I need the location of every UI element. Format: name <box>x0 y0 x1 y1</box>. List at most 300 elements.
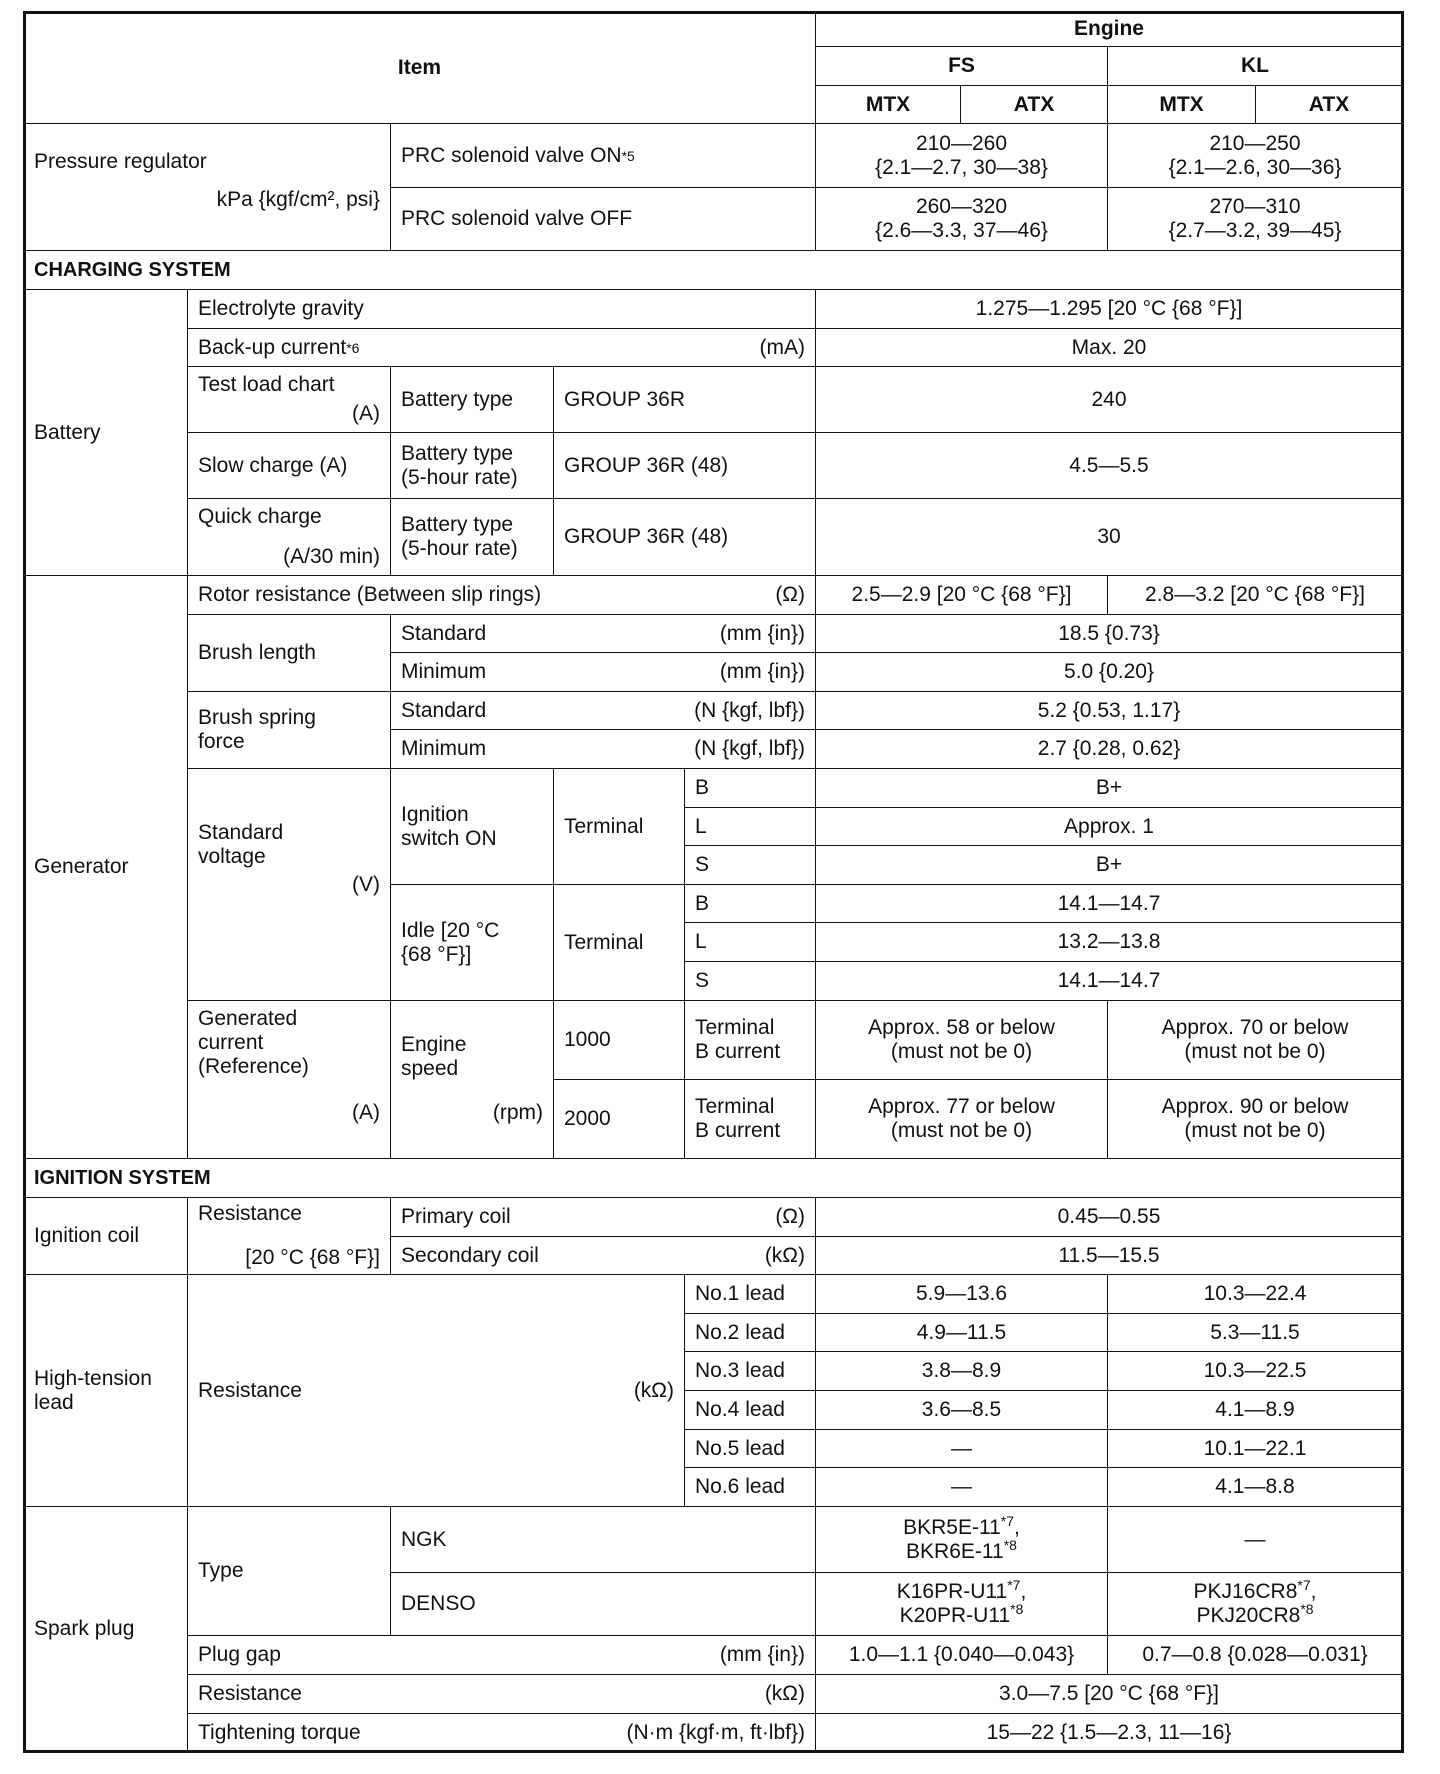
slow-charge-number: 4.5—5.5 <box>1069 453 1149 477</box>
coil-resistance-text: Resistance <box>198 1202 302 1225</box>
prc-off-label <box>390 187 816 251</box>
current-2000-kl <box>1107 1079 1403 1159</box>
current-value <box>1162 1016 1349 1064</box>
ignition-switch-on-label <box>390 768 554 885</box>
part-number: BKR5E-11 <box>903 1515 1001 1539</box>
voltage-number: B+ <box>1095 853 1123 876</box>
coil-resistance-label <box>187 1197 391 1275</box>
ngk-fs-value <box>903 1512 1020 1564</box>
prc-on-kl-value-line: 210—250 <box>1209 131 1301 155</box>
lead-name: No.4 lead <box>695 1398 785 1421</box>
ignition-coil-name: Ignition coil <box>34 1224 140 1247</box>
battery-label <box>23 289 188 576</box>
backup-current-unit: (mA) <box>759 335 805 359</box>
section-title: IGNITION SYSTEM <box>34 1167 211 1189</box>
generator-name: Generator <box>34 855 129 878</box>
terminal-name: L <box>695 930 707 953</box>
lead-kl-cell <box>1107 1467 1403 1507</box>
battery-type-text-line: Battery type <box>401 513 514 536</box>
backup-current-text: Back-up current <box>198 335 347 359</box>
ign-on-terminal-label <box>553 768 685 885</box>
footnote-ref: *8 <box>1003 1536 1017 1553</box>
denso-fs-value-line <box>896 1577 1027 1604</box>
brush-spring-standard-value <box>815 691 1403 730</box>
lead-name: No.2 lead <box>695 1320 785 1344</box>
backup-current-number: Max. 20 <box>1071 335 1147 359</box>
ngk-fs <box>815 1506 1108 1573</box>
lead-fs-value: 3.8—8.9 <box>921 1359 1002 1382</box>
battery-group-text: GROUP 36R <box>564 387 685 411</box>
minimum-text: Minimum <box>401 660 487 683</box>
battery-type-text-line: (5-hour rate) <box>401 465 518 489</box>
terminal-s <box>684 845 816 885</box>
plug-gap-fs-value: 1.0—1.1 {0.040—0.043} <box>848 1643 1075 1666</box>
minimum-text: Minimum <box>401 737 487 760</box>
quick-charge-label <box>187 498 391 576</box>
denso-kl <box>1107 1572 1403 1636</box>
terminal-b-current-1000 <box>684 1000 816 1080</box>
lead-fs-value: — <box>951 1475 972 1498</box>
engine-speed-label <box>390 1000 554 1159</box>
current-value <box>868 1095 1055 1143</box>
brush-length-standard <box>390 614 816 653</box>
lead-kl-cell <box>1107 1313 1403 1352</box>
primary-coil-number: 0.45—0.55 <box>1057 1205 1161 1228</box>
battery-type-text <box>401 513 518 561</box>
generated-current-label <box>187 1000 391 1159</box>
spark-plug-type-label <box>187 1506 391 1636</box>
secondary-coil-value <box>815 1236 1403 1275</box>
generated-current-text <box>198 1007 309 1079</box>
battery-type-text-line: (5-hour rate) <box>401 537 518 560</box>
lead-fs-value: 4.9—11.5 <box>916 1320 1007 1344</box>
slow-charge-battery-type <box>390 432 554 499</box>
voltage-value <box>815 922 1403 962</box>
terminal-name: B <box>695 891 710 915</box>
footnote-ref: *8 <box>1300 1601 1314 1617</box>
voltage-number: Approx. 1 <box>1064 814 1154 838</box>
lead-name-cell <box>684 1351 816 1391</box>
plug-gap-unit: (mm {in}) <box>719 1643 805 1666</box>
ignition-switch-on-text <box>401 803 497 851</box>
electrolyte-gravity-text: Electrolyte gravity <box>198 297 364 320</box>
part-number: K20PR-U11 <box>899 1604 1011 1627</box>
lead-kl-value: 10.3—22.5 <box>1203 1359 1307 1382</box>
lead-kl-cell <box>1107 1274 1403 1314</box>
spark-plug-label <box>23 1506 188 1752</box>
rotor-resistance-text: Rotor resistance (Between slip rings) <box>198 583 542 606</box>
plug-gap-text: Plug gap <box>198 1643 281 1666</box>
prc-on-label: PRC solenoid valve ON *5 <box>390 123 816 188</box>
slow-charge-label <box>187 432 391 499</box>
ngk-kl <box>1107 1506 1403 1573</box>
quick-charge-value <box>815 498 1403 576</box>
footnote-ref: *8 <box>1010 1601 1024 1617</box>
current-value-line: Approx. 90 or below <box>1161 1095 1349 1118</box>
tightening-torque-text: Tightening torque <box>198 1720 361 1744</box>
engine-speed-text-line: Engine <box>401 1033 467 1056</box>
test-load-group <box>553 366 816 433</box>
brush-spring-text-line: Brush spring <box>198 706 316 729</box>
standard-text: Standard <box>401 621 487 645</box>
lead-fs-cell <box>815 1390 1108 1430</box>
brush-spring-minimum <box>390 729 816 769</box>
lead-kl-value: 5.3—11.5 <box>1210 1320 1300 1344</box>
terminal-text: Terminal <box>564 930 644 954</box>
terminal-b-current-2000 <box>684 1079 816 1159</box>
engine-heading: Engine <box>1073 17 1144 40</box>
prc-off-kl-value-line: {2.7—3.2, 39—45} <box>1168 219 1342 242</box>
plug-resistance-number: 3.0—7.5 [20 °C {68 °F}] <box>999 1682 1219 1705</box>
current-value-line: Approx. 58 or below <box>868 1016 1055 1039</box>
voltage-number: B+ <box>1095 776 1123 799</box>
lead-name-cell <box>684 1390 816 1430</box>
generated-current-unit: (A) <box>352 1101 380 1124</box>
battery-type-text-line: Battery type <box>401 441 514 465</box>
primary-coil-unit: (Ω) <box>775 1205 805 1228</box>
current-value-line: Approx. 70 or below <box>1161 1016 1349 1039</box>
ignition-switch-on-text-line: Ignition <box>401 802 469 826</box>
value-text: 5.0 {0.20} <box>1064 660 1154 683</box>
voltage-number: 14.1—14.7 <box>1057 891 1161 915</box>
spark-plug-type-text: Type <box>198 1559 244 1582</box>
denso-fs <box>815 1572 1108 1636</box>
rotor-resistance-kl <box>1107 575 1403 615</box>
voltage-value <box>815 807 1403 846</box>
electrolyte-gravity-value <box>815 289 1403 329</box>
lead-fs-cell <box>815 1313 1108 1352</box>
ht-lead-resistance-text: Resistance <box>198 1378 302 1402</box>
terminal-b <box>684 884 816 923</box>
part-number: K16PR-U11 <box>896 1580 1008 1603</box>
lead-kl-value: 10.3—22.4 <box>1203 1282 1307 1305</box>
coil-resistance-temp: [20 °C {68 °F}] <box>245 1246 380 1269</box>
ht-lead-unit: (kΩ) <box>633 1378 674 1402</box>
test-load-battery-type <box>390 366 554 433</box>
rpm-value: 2000 <box>564 1107 611 1130</box>
terminal-name: S <box>695 969 710 992</box>
engine-speed-text-line: speed <box>401 1057 459 1080</box>
ignition-coil-label <box>23 1197 188 1275</box>
mtx-heading: MTX <box>865 92 911 116</box>
high-tension-lead-label <box>23 1274 188 1507</box>
plug-resistance-label <box>187 1674 816 1714</box>
brush-length-text: Brush length <box>198 641 316 664</box>
voltage-value <box>815 961 1403 1001</box>
standard-voltage-text <box>198 821 283 869</box>
current-1000-kl <box>1107 1000 1403 1080</box>
lead-name-cell <box>684 1274 816 1314</box>
value-text: 2.7 {0.28, 0.62} <box>1037 737 1181 760</box>
footnote-ref: *7 <box>1007 1577 1021 1593</box>
secondary-coil-label <box>390 1236 816 1275</box>
secondary-coil-unit: (kΩ) <box>764 1243 805 1267</box>
terminal-b <box>684 768 816 808</box>
engine-speed-text <box>401 1033 466 1081</box>
prc-off-fs <box>815 187 1108 251</box>
pressure-regulator-label <box>23 123 391 251</box>
quick-charge-number: 30 <box>1097 525 1121 548</box>
section-ignition-system <box>23 1158 1403 1198</box>
rotor-resistance-fs <box>815 575 1108 615</box>
denso-text: DENSO <box>401 1592 476 1615</box>
prc-off-fs-value-line: {2.6—3.3, 37—46} <box>875 219 1048 242</box>
engine-speed-unit: (rpm) <box>492 1101 543 1124</box>
test-load-text: Test load chart <box>198 373 335 396</box>
ngk-kl-value: — <box>1244 1527 1266 1551</box>
denso-label <box>390 1572 816 1636</box>
atx-heading: ATX <box>1308 92 1350 116</box>
brush-spring-text <box>198 706 316 754</box>
plug-resistance-text: Resistance <box>198 1682 302 1705</box>
current-value-line: (must not be 0) <box>1184 1040 1326 1063</box>
footnote-ref: *7 <box>1297 1577 1311 1593</box>
plug-gap-fs <box>815 1635 1108 1675</box>
idle-text-line: Idle [20 °C <box>401 918 500 942</box>
part-number: PKJ16CR8 <box>1193 1580 1298 1603</box>
spark-plug-name: Spark plug <box>34 1617 135 1640</box>
battery-type-text <box>401 442 518 490</box>
header-fs-mtx <box>815 85 961 124</box>
item-heading: Item <box>397 55 442 79</box>
value-text: 5.2 {0.53, 1.17} <box>1037 698 1181 722</box>
terminal-name: B <box>695 776 710 799</box>
prc-off-text: PRC solenoid valve OFF <box>401 207 633 230</box>
idle-text <box>401 919 499 967</box>
lead-kl-value: 4.1—8.8 <box>1215 1475 1295 1498</box>
prc-on-fs-value-line: 210—260 <box>915 131 1008 155</box>
part-number: BKR6E-11 <box>906 1539 1004 1563</box>
atx-heading: ATX <box>1013 92 1055 116</box>
generated-current-text-line: current <box>198 1031 264 1054</box>
current-1000-fs <box>815 1000 1108 1080</box>
fs-heading: FS <box>948 54 975 77</box>
test-load-unit: (A) <box>352 402 380 425</box>
voltage-number: 13.2—13.8 <box>1057 930 1161 953</box>
brush-length-minimum-value <box>815 652 1403 692</box>
primary-coil-value <box>815 1197 1403 1237</box>
lead-fs-value: — <box>951 1436 972 1460</box>
prc-on-kl <box>1107 123 1403 188</box>
quick-charge-battery-type <box>390 498 554 576</box>
denso-kl-value-line <box>1193 1577 1317 1604</box>
separator: , <box>1014 1515 1020 1539</box>
terminal-text: Terminal <box>564 814 644 838</box>
header-fs-atx <box>960 85 1108 124</box>
standard-text: Standard <box>401 698 487 722</box>
terminal-b-current-text-line: B current <box>695 1040 781 1063</box>
kl-heading: KL <box>1241 54 1269 77</box>
tightening-torque-number: 15—22 {1.5—2.3, 11—16} <box>986 1720 1232 1744</box>
current-value-line: (must not be 0) <box>890 1040 1033 1063</box>
standard-voltage-text-line: Standard <box>198 821 284 844</box>
lead-kl-value: 4.1—8.9 <box>1215 1398 1295 1421</box>
terminal-b-current-text-line: Terminal <box>695 1016 775 1039</box>
terminal-s <box>684 961 816 1001</box>
unit-text: (N {kgf, lbf}) <box>694 698 805 722</box>
lead-name-cell <box>684 1467 816 1507</box>
battery-group-text: GROUP 36R (48) <box>564 525 729 548</box>
ngk-fs-value-line <box>903 1536 1020 1564</box>
quick-charge-group <box>553 498 816 576</box>
quick-charge-unit: (A/30 min) <box>283 545 380 568</box>
secondary-coil-number: 11.5—15.5 <box>1058 1243 1160 1267</box>
denso-fs-value-line <box>897 1601 1027 1628</box>
prc-off-fs-value <box>875 195 1048 243</box>
rpm-2000 <box>553 1079 685 1159</box>
pressure-unit: kPa {kgf/cm², psi} <box>216 188 380 211</box>
tightening-torque-unit: (N·m {kgf·m, ft·lbf}) <box>626 1720 805 1744</box>
unit-text: (mm {in}) <box>719 621 805 645</box>
ngk-text: NGK <box>401 1527 447 1551</box>
plug-gap-kl <box>1107 1635 1403 1675</box>
section-charging-system <box>23 250 1403 290</box>
denso-kl-value <box>1193 1577 1317 1628</box>
value-text: 18.5 {0.73} <box>1058 621 1160 645</box>
rotor-resistance-label <box>187 575 816 615</box>
prc-on-fs-value-line: {2.1—2.7, 30—38} <box>875 155 1048 179</box>
lead-name-cell <box>684 1429 816 1468</box>
slow-charge-text: Slow charge (A) <box>198 453 348 477</box>
backup-current-value <box>815 328 1403 367</box>
terminal-name: L <box>695 814 707 838</box>
lead-kl-value: 10.1—22.1 <box>1203 1436 1307 1460</box>
lead-name: No.5 lead <box>695 1436 785 1460</box>
brush-length-standard-value <box>815 614 1403 653</box>
lead-kl-cell <box>1107 1351 1403 1391</box>
rotor-resistance-fs-value: 2.5—2.9 [20 °C {68 °F}] <box>851 583 1072 606</box>
lead-fs-cell <box>815 1274 1108 1314</box>
tightening-torque-value <box>815 1713 1403 1752</box>
prc-on-fs <box>815 123 1108 188</box>
current-value-line: (must not be 0) <box>1184 1119 1326 1142</box>
lead-fs-value: 3.6—8.5 <box>921 1398 1002 1421</box>
prc-off-kl-value-line: 270—310 <box>1209 195 1301 218</box>
test-load-label <box>187 366 391 433</box>
voltage-value <box>815 768 1403 808</box>
section-title: CHARGING SYSTEM <box>34 259 231 281</box>
ht-lead-resistance-label <box>187 1274 685 1507</box>
ignition-switch-on-text-line: switch ON <box>401 826 497 850</box>
prc-off-kl-value <box>1169 195 1342 243</box>
terminal-b-current-text <box>695 1016 780 1064</box>
separator: , <box>1020 1580 1027 1603</box>
test-load-value <box>815 366 1403 433</box>
lead-name: No.1 lead <box>695 1282 785 1305</box>
lead-kl-cell <box>1107 1429 1403 1468</box>
plug-gap-label <box>187 1635 816 1675</box>
separator: , <box>1310 1580 1317 1603</box>
brush-spring-standard <box>390 691 816 730</box>
denso-kl-value-line <box>1194 1601 1317 1628</box>
generated-current-text-line: Generated <box>198 1007 298 1030</box>
secondary-coil-text: Secondary coil <box>401 1243 539 1267</box>
prc-on-text: PRC solenoid valve ON <box>401 143 622 167</box>
terminal-b-current-text <box>695 1095 780 1143</box>
lead-fs-cell <box>815 1351 1108 1391</box>
plug-resistance-unit: (kΩ) <box>764 1682 805 1705</box>
footnote-ref: *7 <box>1000 1512 1015 1529</box>
header-engine <box>815 11 1403 47</box>
tightening-torque-label <box>187 1713 816 1752</box>
primary-coil-label <box>390 1197 816 1237</box>
header-fs <box>815 46 1108 86</box>
lead-name: No.6 lead <box>695 1475 785 1498</box>
high-tension-lead-text-line: lead <box>34 1390 74 1414</box>
brush-spring-text-line: force <box>198 730 245 753</box>
current-value <box>1162 1095 1349 1143</box>
lead-name-cell <box>684 1313 816 1352</box>
generated-current-text-line: (Reference) <box>198 1055 309 1078</box>
terminal-l <box>684 807 816 846</box>
brush-length-minimum <box>390 652 816 692</box>
terminal-name: S <box>695 853 710 876</box>
current-value-line: (must not be 0) <box>890 1119 1033 1142</box>
lead-fs-cell <box>815 1467 1108 1507</box>
header-kl-atx <box>1255 85 1403 124</box>
backup-current-label: Back-up current *6 (mA) <box>187 328 816 367</box>
unit-text: (N {kgf, lbf}) <box>694 737 805 760</box>
prc-on-kl-value <box>1169 132 1342 180</box>
rpm-1000 <box>553 1000 685 1080</box>
high-tension-lead-text-line: High-tension <box>34 1366 152 1390</box>
denso-fs-value <box>896 1577 1027 1628</box>
header-kl <box>1107 46 1403 86</box>
generator-label <box>23 575 188 1159</box>
current-value-line: Approx. 77 or below <box>868 1095 1055 1118</box>
idle-text-line: {68 °F}] <box>401 942 472 966</box>
voltage-number: 14.1—14.7 <box>1057 969 1161 992</box>
lead-kl-cell <box>1107 1390 1403 1430</box>
header-kl-mtx <box>1107 85 1256 124</box>
terminal-b-current-text-line: B current <box>695 1119 781 1142</box>
terminal-l <box>684 922 816 962</box>
primary-coil-text: Primary coil <box>401 1205 511 1228</box>
standard-voltage-text-line: voltage <box>198 845 266 868</box>
standard-voltage-label <box>187 768 391 1001</box>
ngk-label <box>390 1506 816 1573</box>
current-value <box>868 1016 1055 1064</box>
idle-label <box>390 884 554 1001</box>
brush-spring-label <box>187 691 391 769</box>
plug-resistance-value <box>815 1674 1403 1714</box>
battery-name: Battery <box>34 420 101 444</box>
prc-off-fs-value-line: 260—320 <box>915 195 1008 218</box>
pressure-regulator-name: Pressure regulator <box>34 150 207 173</box>
lead-name: No.3 lead <box>695 1359 785 1382</box>
electrolyte-gravity-number: 1.275—1.295 [20 °C {68 °F}] <box>975 297 1243 320</box>
test-load-number: 240 <box>1091 387 1127 411</box>
voltage-value <box>815 884 1403 923</box>
rotor-resistance-unit: (Ω) <box>775 583 805 606</box>
electrolyte-gravity-label <box>187 289 816 329</box>
brush-spring-minimum-value <box>815 729 1403 769</box>
battery-group-text: GROUP 36R (48) <box>564 453 729 477</box>
rotor-resistance-kl-value: 2.8—3.2 [20 °C {68 °F}] <box>1145 583 1365 606</box>
header-item <box>23 11 816 124</box>
rpm-value: 1000 <box>564 1028 611 1051</box>
high-tension-lead-text <box>34 1367 152 1415</box>
prc-on-fs-value <box>875 132 1048 180</box>
voltage-value <box>815 845 1403 885</box>
slow-charge-value <box>815 432 1403 499</box>
prc-on-kl-value-line: {2.1—2.6, 30—36} <box>1168 155 1342 179</box>
current-2000-fs <box>815 1079 1108 1159</box>
brush-length-label <box>187 614 391 692</box>
idle-terminal-label <box>553 884 685 1001</box>
lead-fs-value: 5.9—13.6 <box>915 1282 1008 1305</box>
ngk-fs-value-line <box>903 1512 1020 1540</box>
